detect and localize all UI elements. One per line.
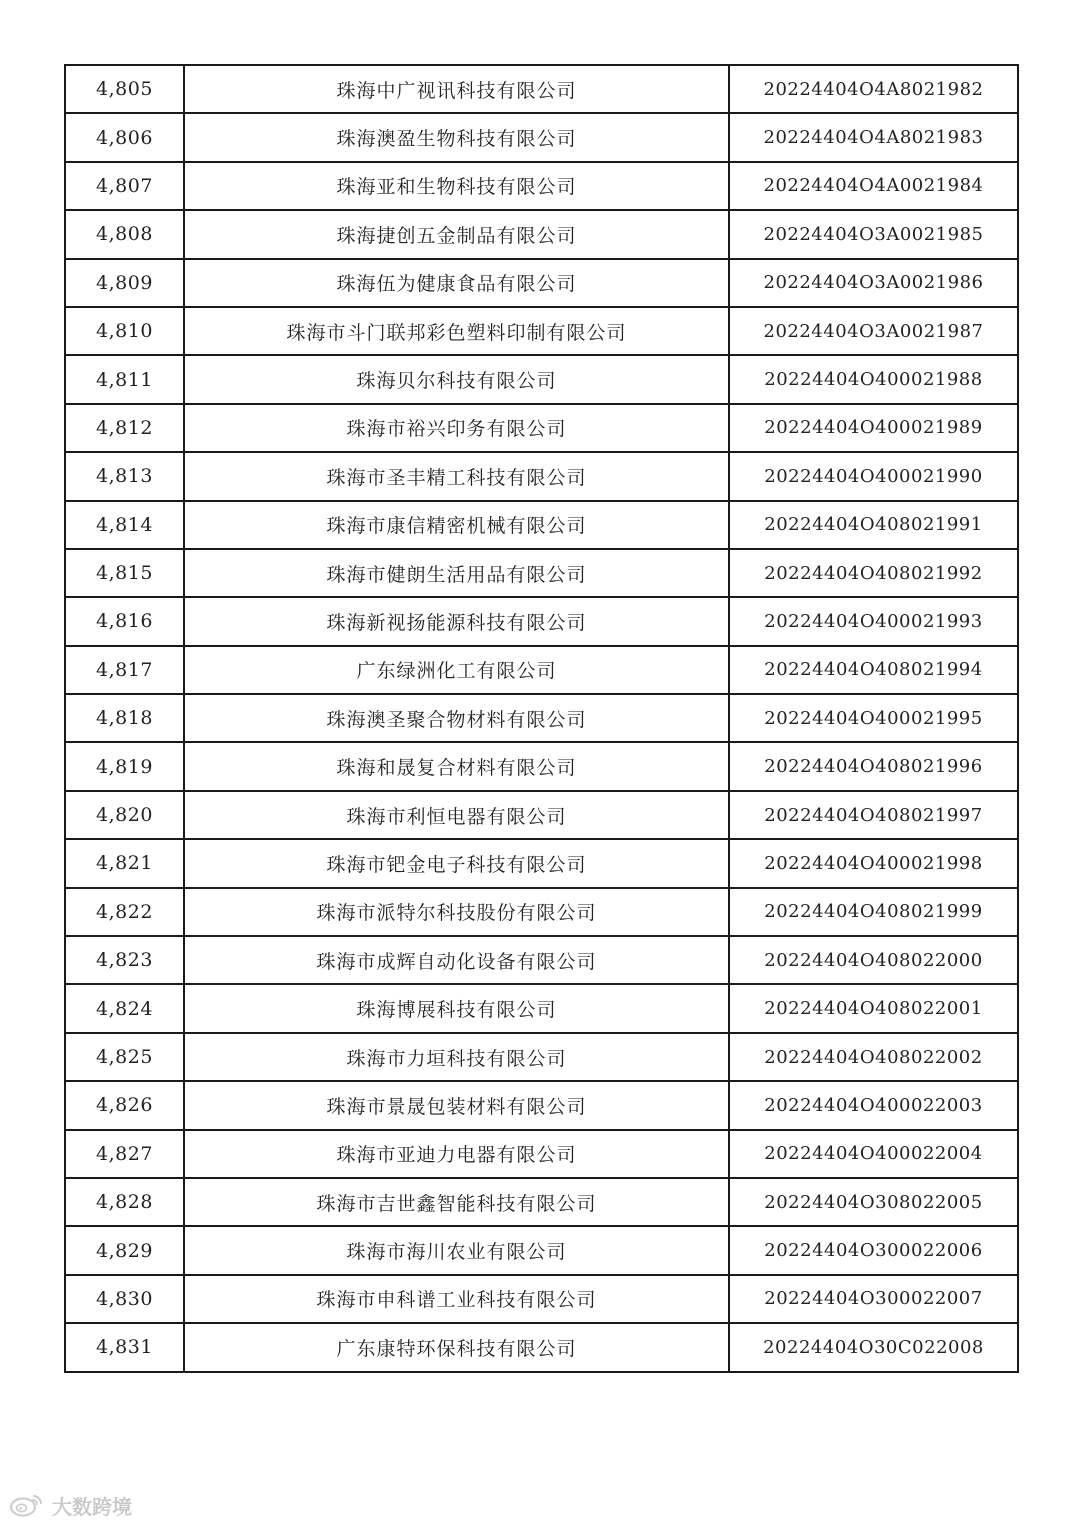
table-row bbox=[65, 307, 1018, 355]
table-row bbox=[65, 65, 1018, 113]
registration-code-cell: 20224404O400021995 bbox=[729, 694, 1018, 742]
registration-code-cell: 20224404O408021997 bbox=[729, 791, 1018, 839]
row-number-cell: 4,825 bbox=[65, 1033, 184, 1081]
row-number-cell: 4,821 bbox=[65, 839, 184, 887]
row-number-cell: 4,805 bbox=[65, 65, 184, 113]
table-row bbox=[65, 791, 1018, 839]
registry-table bbox=[64, 64, 1019, 1373]
row-number-cell: 4,818 bbox=[65, 694, 184, 742]
table-row bbox=[65, 888, 1018, 936]
row-number-cell: 4,807 bbox=[65, 162, 184, 210]
company-name-cell: 珠海市亚迪力电器有限公司 bbox=[184, 1130, 729, 1178]
registration-code-cell: 20224404O4A8021982 bbox=[729, 65, 1018, 113]
row-number-cell: 4,822 bbox=[65, 888, 184, 936]
row-number-cell: 4,824 bbox=[65, 984, 184, 1032]
row-number-cell: 4,812 bbox=[65, 404, 184, 452]
registration-code-cell: 20224404O408021999 bbox=[729, 888, 1018, 936]
table-row bbox=[65, 597, 1018, 645]
row-number-cell: 4,813 bbox=[65, 452, 184, 500]
company-name-cell: 珠海新视扬能源科技有限公司 bbox=[184, 597, 729, 645]
registration-code-cell: 20224404O408022001 bbox=[729, 984, 1018, 1032]
table-row bbox=[65, 1323, 1018, 1371]
registration-code-cell: 20224404O3A0021986 bbox=[729, 259, 1018, 307]
registration-code-cell: 20224404O3A0021987 bbox=[729, 307, 1018, 355]
company-name-cell: 珠海市申科谱工业科技有限公司 bbox=[184, 1275, 729, 1323]
row-number-cell: 4,829 bbox=[65, 1226, 184, 1274]
row-number-cell: 4,830 bbox=[65, 1275, 184, 1323]
registration-code-cell: 20224404O308022005 bbox=[729, 1178, 1018, 1226]
row-number-cell: 4,816 bbox=[65, 597, 184, 645]
table-row bbox=[65, 936, 1018, 984]
registration-code-cell: 20224404O4A0021984 bbox=[729, 162, 1018, 210]
company-name-cell: 珠海市斗门联邦彩色塑料印制有限公司 bbox=[184, 307, 729, 355]
company-name-cell: 珠海捷创五金制品有限公司 bbox=[184, 210, 729, 258]
registry-table-container bbox=[64, 64, 1015, 1373]
company-name-cell: 珠海亚和生物科技有限公司 bbox=[184, 162, 729, 210]
company-name-cell: 珠海市景晟包装材料有限公司 bbox=[184, 1081, 729, 1129]
company-name-cell: 广东康特环保科技有限公司 bbox=[184, 1323, 729, 1371]
registration-code-cell: 20224404O408022000 bbox=[729, 936, 1018, 984]
registration-code-cell: 20224404O400021989 bbox=[729, 404, 1018, 452]
row-number-cell: 4,831 bbox=[65, 1323, 184, 1371]
table-row bbox=[65, 1226, 1018, 1274]
company-name-cell: 珠海伍为健康食品有限公司 bbox=[184, 259, 729, 307]
registration-code-cell: 20224404O408022002 bbox=[729, 1033, 1018, 1081]
row-number-cell: 4,808 bbox=[65, 210, 184, 258]
company-name-cell: 珠海市健朗生活用品有限公司 bbox=[184, 549, 729, 597]
registration-code-cell: 20224404O400022004 bbox=[729, 1130, 1018, 1178]
table-row bbox=[65, 404, 1018, 452]
company-name-cell: 珠海和晟复合材料有限公司 bbox=[184, 742, 729, 790]
registration-code-cell: 20224404O400021993 bbox=[729, 597, 1018, 645]
row-number-cell: 4,811 bbox=[65, 355, 184, 403]
registration-code-cell: 20224404O408021994 bbox=[729, 646, 1018, 694]
registration-code-cell: 20224404O408021992 bbox=[729, 549, 1018, 597]
registration-code-cell: 20224404O4A8021983 bbox=[729, 113, 1018, 161]
row-number-cell: 4,827 bbox=[65, 1130, 184, 1178]
row-number-cell: 4,817 bbox=[65, 646, 184, 694]
row-number-cell: 4,810 bbox=[65, 307, 184, 355]
registration-code-cell: 20224404O3A0021985 bbox=[729, 210, 1018, 258]
table-row bbox=[65, 210, 1018, 258]
table-row bbox=[65, 646, 1018, 694]
company-name-cell: 珠海市力垣科技有限公司 bbox=[184, 1033, 729, 1081]
company-name-cell: 珠海贝尔科技有限公司 bbox=[184, 355, 729, 403]
registration-code-cell: 20224404O30C022008 bbox=[729, 1323, 1018, 1371]
table-row bbox=[65, 1081, 1018, 1129]
company-name-cell: 珠海中广视讯科技有限公司 bbox=[184, 65, 729, 113]
table-row bbox=[65, 452, 1018, 500]
company-name-cell: 珠海市成辉自动化设备有限公司 bbox=[184, 936, 729, 984]
registration-code-cell: 20224404O400021998 bbox=[729, 839, 1018, 887]
registration-code-cell: 20224404O400021990 bbox=[729, 452, 1018, 500]
row-number-cell: 4,814 bbox=[65, 501, 184, 549]
row-number-cell: 4,806 bbox=[65, 113, 184, 161]
company-name-cell: 珠海市康信精密机械有限公司 bbox=[184, 501, 729, 549]
company-name-cell: 广东绿洲化工有限公司 bbox=[184, 646, 729, 694]
registration-code-cell: 20224404O400021988 bbox=[729, 355, 1018, 403]
company-name-cell: 珠海市吉世鑫智能科技有限公司 bbox=[184, 1178, 729, 1226]
registration-code-cell: 20224404O300022006 bbox=[729, 1226, 1018, 1274]
company-name-cell: 珠海市圣丰精工科技有限公司 bbox=[184, 452, 729, 500]
table-row bbox=[65, 1275, 1018, 1323]
company-name-cell: 珠海市海川农业有限公司 bbox=[184, 1226, 729, 1274]
table-row bbox=[65, 984, 1018, 1032]
table-row bbox=[65, 1130, 1018, 1178]
registration-code-cell: 20224404O408021991 bbox=[729, 501, 1018, 549]
company-name-cell: 珠海澳圣聚合物材料有限公司 bbox=[184, 694, 729, 742]
table-row bbox=[65, 259, 1018, 307]
registry-table-body bbox=[65, 65, 1018, 1372]
company-name-cell: 珠海博展科技有限公司 bbox=[184, 984, 729, 1032]
row-number-cell: 4,815 bbox=[65, 549, 184, 597]
registration-code-cell: 20224404O300022007 bbox=[729, 1275, 1018, 1323]
row-number-cell: 4,809 bbox=[65, 259, 184, 307]
company-name-cell: 珠海市裕兴印务有限公司 bbox=[184, 404, 729, 452]
table-row bbox=[65, 162, 1018, 210]
row-number-cell: 4,819 bbox=[65, 742, 184, 790]
watermark bbox=[8, 1490, 132, 1520]
table-row bbox=[65, 1178, 1018, 1226]
table-row bbox=[65, 501, 1018, 549]
table-row bbox=[65, 355, 1018, 403]
row-number-cell: 4,820 bbox=[65, 791, 184, 839]
registration-code-cell: 20224404O400022003 bbox=[729, 1081, 1018, 1129]
table-row bbox=[65, 113, 1018, 161]
company-name-cell: 珠海市派特尔科技股份有限公司 bbox=[184, 888, 729, 936]
watermark-text: 大数跨境 bbox=[52, 1494, 132, 1519]
row-number-cell: 4,823 bbox=[65, 936, 184, 984]
company-name-cell: 珠海市利恒电器有限公司 bbox=[184, 791, 729, 839]
table-row bbox=[65, 694, 1018, 742]
table-row bbox=[65, 839, 1018, 887]
company-name-cell: 珠海澳盈生物科技有限公司 bbox=[184, 113, 729, 161]
registration-code-cell: 20224404O408021996 bbox=[729, 742, 1018, 790]
company-name-cell: 珠海市钯金电子科技有限公司 bbox=[184, 839, 729, 887]
table-row bbox=[65, 742, 1018, 790]
table-row bbox=[65, 549, 1018, 597]
table-row bbox=[65, 1033, 1018, 1081]
weibo-logo-icon bbox=[8, 1492, 46, 1518]
row-number-cell: 4,828 bbox=[65, 1178, 184, 1226]
row-number-cell: 4,826 bbox=[65, 1081, 184, 1129]
